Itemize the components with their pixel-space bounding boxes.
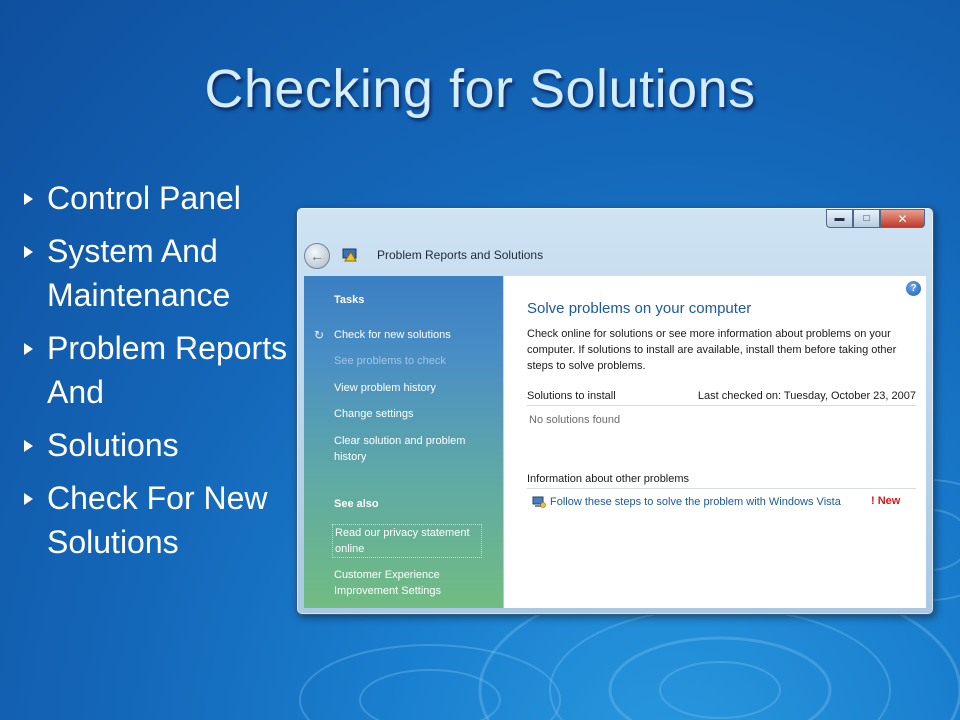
bullet-text: System And Maintenance: [47, 233, 231, 313]
bullet-item: [22, 423, 292, 467]
arrow-bullet-icon: [24, 193, 33, 205]
see-also-heading: See also: [334, 498, 379, 510]
bullet-text: Control Panel: [47, 180, 241, 216]
problem-reports-window: [296, 207, 934, 615]
bullet-text: Problem Reports And: [47, 330, 288, 410]
problem-link-text[interactable]: Follow these steps to solve the problem with Windows Vista: [550, 496, 841, 508]
back-arrow-icon: ←: [310, 248, 324, 264]
minimize-button[interactable]: [826, 209, 853, 228]
content-title: Solve problems on your computer: [527, 300, 752, 317]
bullet-item: [22, 476, 292, 564]
last-checked-label: Last checked on: Tuesday, October 23, 2007: [697, 390, 916, 402]
main-content: [504, 276, 926, 608]
refresh-shield-icon: ↻: [314, 328, 325, 342]
no-solutions-text: No solutions found: [529, 414, 621, 426]
arrow-bullet-icon: [24, 440, 33, 452]
other-problems-label: Information about other problems: [527, 473, 690, 485]
minimize-icon: ▬: [834, 213, 845, 224]
bullet-text: Check For New Solutions: [47, 480, 268, 560]
check-new-solutions-link[interactable]: Check for new solutions: [334, 329, 451, 341]
help-icon[interactable]: ?: [906, 281, 921, 296]
change-settings-link[interactable]: Change settings: [334, 408, 414, 420]
ceip-settings-link[interactable]: Customer Experience Improvement Settings: [334, 569, 441, 597]
slide-title: Checking for Solutions: [204, 59, 756, 119]
content-description: Check online for solutions or see more information about problems on your computer. If solutions to install are available, install them before taking other steps to solve problems.: [527, 328, 897, 372]
solutions-header: Solutions to install: [527, 390, 616, 402]
arrow-bullet-icon: [24, 343, 33, 355]
clear-history-link[interactable]: Clear solution and problem history: [334, 435, 466, 463]
view-history-link[interactable]: View problem history: [334, 382, 436, 394]
other-problems-header: [527, 473, 916, 489]
window-controls: [826, 209, 925, 228]
bullet-text: Solutions: [47, 427, 179, 463]
address-bar-title: Problem Reports and Solutions: [377, 248, 544, 262]
solutions-header-row: [527, 390, 916, 406]
problem-solution-link[interactable]: [532, 496, 841, 508]
task-sidebar: [304, 276, 503, 608]
close-button[interactable]: [880, 209, 925, 228]
close-icon: ✕: [897, 211, 908, 226]
problem-reports-app-icon: [341, 246, 359, 264]
see-problems-link: See problems to check: [334, 355, 446, 367]
bullet-item: [22, 229, 292, 317]
back-button[interactable]: [304, 243, 330, 269]
arrow-bullet-icon: [24, 246, 33, 258]
privacy-statement-link[interactable]: Read our privacy statement online: [332, 524, 482, 558]
windows-problem-icon: [532, 496, 546, 508]
maximize-button[interactable]: [853, 209, 880, 228]
bullet-item: [22, 326, 292, 414]
arrow-bullet-icon: [24, 493, 33, 505]
tasks-heading: Tasks: [334, 294, 365, 306]
new-badge: ! New: [871, 495, 901, 507]
bullet-item: [22, 176, 292, 220]
bullet-list: [22, 176, 292, 573]
maximize-icon: □: [863, 213, 870, 224]
